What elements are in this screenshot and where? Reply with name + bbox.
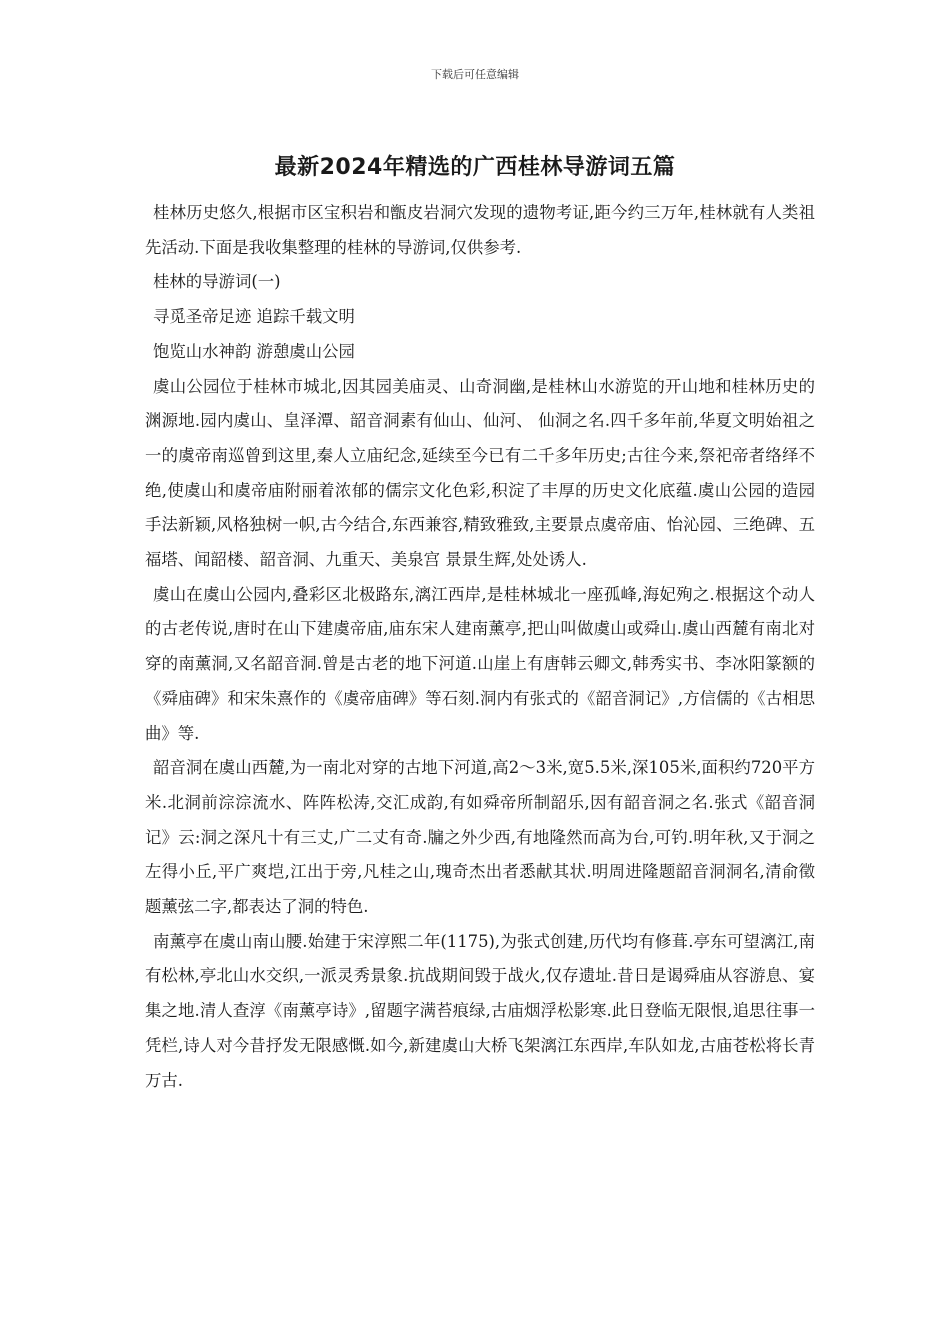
paragraph-intro: 桂林历史悠久,根据市区宝积岩和甑皮岩洞穴发现的遗物考证,距今约三万年,桂林就有人类祖先活动.下面是我收集整理的桂林的导游词,仅供参考.: [145, 203, 815, 257]
document-body: [145, 196, 815, 1098]
header-note: 下载后可任意编辑: [431, 68, 519, 81]
section-heading: 桂林的导游词(一): [153, 272, 281, 292]
subtitle-line-1: 寻觅圣帝足迹 追踪千载文明: [153, 307, 355, 327]
paragraph-yushan-mountain: 虞山在虞山公园内,叠彩区北极路东,漓江西岸,是桂林城北一座孤峰,海妃殉之.根据这个动人的古老传说,唐时在山下建虞帝庙,庙东宋人建南薰亭,把山叫做虞山或舜山.虞山西麓有南北对穿的南薰洞,又名韶音洞.曾是古老的地下河道.山崖上有唐韩云卿文,韩秀实书、李冰阳篆额的《舜庙碑》和宋朱熹作的《虞帝庙碑》等石刻.洞内有张式的《韶音洞记》,方信儒的《古相思曲》等.: [145, 584, 815, 743]
paragraph-yushan-park: 虞山公园位于桂林市城北,因其园美庙灵、山奇洞幽,是桂林山水游览的开山地和桂林历史的渊源地.园内虞山、皇泽潭、韶音洞素有仙山、仙河、 仙洞之名.四千多年前,华夏文明始祖之一的虞帝南巡曾到这里,秦人立庙纪念,延续至今已有二千多年历史;古往今来,祭祀帝者络绎不绝,使虞山和虞帝庙附丽着浓郁的儒宗文化色彩,积淀了丰厚的历史文化底蕴.虞山公园的造园手法新颖,风格独树一帜,古今结合,东西兼容,精致雅致,主要景点虞帝庙、怡沁园、三绝碑、五福塔、闻韶楼、韶音洞、九重天、美泉宫 景景生辉,处处诱人.: [145, 376, 815, 570]
paragraph-nanxun-pavilion: 南薰亭在虞山南山腰.始建于宋淳熙二年(1175),为张式创建,历代均有修葺.亭东可望漓江,南有松林,亭北山水交织,一派灵秀景象.抗战期间毁于战火,仅存遗址.昔日是谒舜庙从容游息、宴集之地.清人查淳《南薰亭诗》,留题字满苔痕绿,古庙烟浮松影寒.此日登临无限恨,追思往事一凭栏,诗人对今昔抒发无限感慨.如今,新建虞山大桥飞架漓江东西岸,车队如龙,古庙苍松将长青万古.: [145, 931, 815, 1090]
document-title: 最新2024年精选的广西桂林导游词五篇: [274, 155, 676, 180]
paragraph-shaoyin-cave: 韶音洞在虞山西麓,为一南北对穿的古地下河道,高2～3米,宽5.5米,深105米,面积约720平方米.北洞前淙淙流水、阵阵松涛,交汇成韵,有如舜帝所制韶乐,因有韶音洞之名.张式《韶音洞记》云:洞之深凡十有三丈,广二丈有奇.牖之外少西,有地隆然而高为台,可钓.明年秋,又于洞之左得小丘,平广爽垲,江出于旁,凡桂之山,瑰奇杰出者悉献其状.明周进隆题韶音洞洞名,清俞徵题薰弦二字,都表达了洞的特色.: [145, 758, 815, 917]
subtitle-line-2: 饱览山水神韵 游憩虞山公园: [153, 341, 355, 361]
